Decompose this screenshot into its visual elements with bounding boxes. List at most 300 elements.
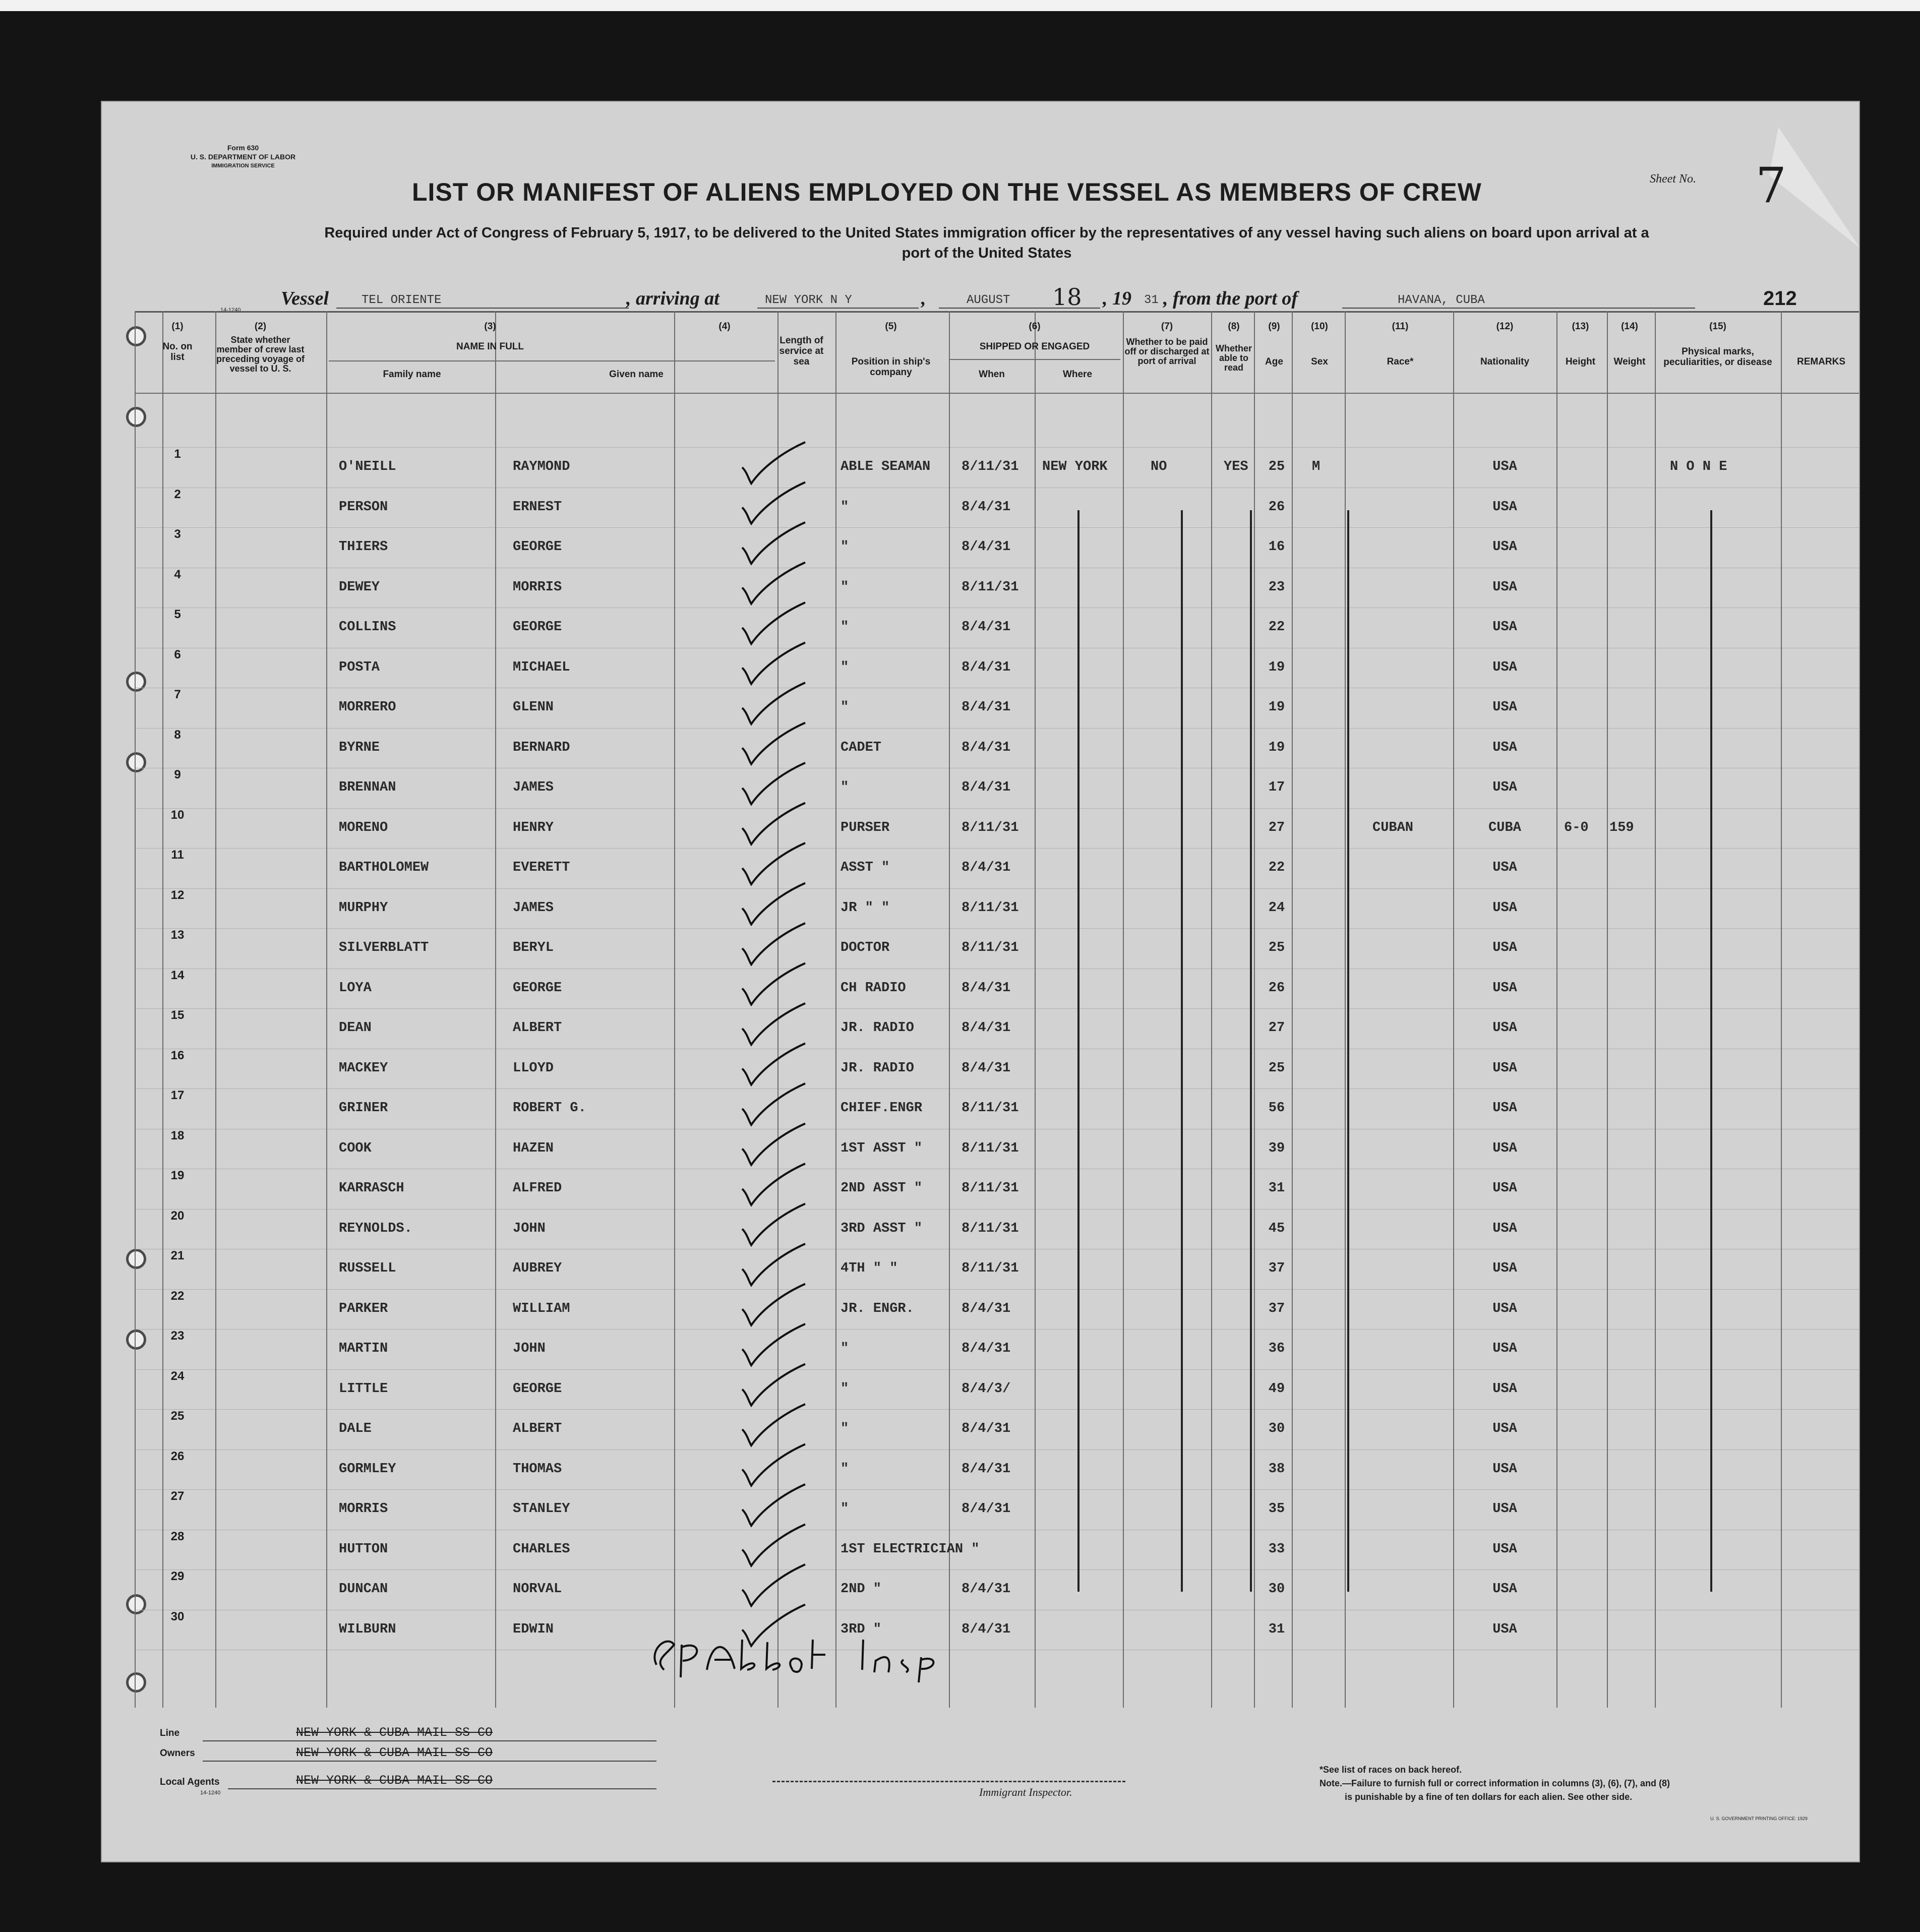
cell-age: 37	[1268, 1261, 1285, 1276]
row-number: 6	[174, 647, 181, 661]
cell-nat: USA	[1492, 780, 1517, 795]
cell-age: 31	[1268, 1621, 1285, 1637]
cell-family: GORMLEY	[339, 1461, 396, 1477]
row-number: 29	[170, 1569, 185, 1583]
cell-nat: USA	[1492, 1181, 1517, 1196]
vessel-label: Vessel	[281, 288, 329, 309]
cell-age: 30	[1268, 1582, 1285, 1597]
printer-note: U. S. GOVERNMENT PRINTING OFFICE: 1929	[1710, 1816, 1808, 1821]
cell-height: 6-0	[1564, 820, 1589, 835]
cell-given: ALBERT	[513, 1020, 562, 1036]
row-number: 18	[170, 1128, 185, 1142]
arrival-day: 18	[1052, 283, 1082, 311]
checkmark	[742, 442, 805, 484]
cell-nat: USA	[1492, 1261, 1517, 1276]
row-number: 5	[174, 608, 181, 621]
row-number: 17	[170, 1089, 185, 1102]
cell-given: WILLIAM	[513, 1301, 570, 1316]
cell-nat: USA	[1492, 539, 1517, 555]
cell-nat: USA	[1492, 700, 1517, 715]
port-label: , from the port of	[1163, 288, 1298, 309]
cell-when: 8/4/31	[962, 980, 1011, 996]
row-number: 21	[170, 1249, 185, 1262]
cell-nat: USA	[1492, 1541, 1517, 1557]
sheet-label: Sheet No.	[1650, 172, 1696, 186]
row-number: 30	[170, 1609, 185, 1623]
col-14-header: Weight	[1613, 356, 1646, 367]
checkmark	[742, 1364, 805, 1406]
col-3-given: Given name	[609, 369, 664, 380]
cell-read: YES	[1224, 459, 1248, 474]
checkmark	[742, 1083, 805, 1125]
cell-nat: USA	[1492, 1461, 1517, 1477]
cell-position: "	[841, 659, 849, 675]
cell-given: EVERETT	[513, 860, 570, 875]
row-number: 1	[174, 447, 181, 461]
cell-when: 8/4/31	[962, 539, 1011, 555]
agents-value: NEW YORK & CUBA MAIL SS CO	[296, 1773, 493, 1788]
cell-position: "	[841, 1381, 849, 1397]
cell-family: THIERS	[339, 539, 388, 555]
cell-age: 56	[1268, 1101, 1285, 1116]
cell-position: "	[841, 539, 849, 555]
cell-given: GLENN	[513, 700, 554, 715]
cell-age: 37	[1268, 1301, 1285, 1316]
col-8-header: Whether able to read	[1216, 343, 1252, 373]
cell-given: ALBERT	[513, 1421, 562, 1436]
cell-nat: USA	[1492, 1221, 1517, 1236]
cell-when: 8/4/31	[962, 499, 1011, 515]
cell-family: HUTTON	[339, 1541, 388, 1557]
cell-position: 4TH " "	[841, 1261, 898, 1276]
cell-age: 25	[1268, 1060, 1285, 1076]
arriving-port: NEW YORK N Y	[765, 293, 852, 307]
cell-family: BYRNE	[339, 740, 380, 755]
small-code: 14-1240	[220, 307, 241, 313]
cell-when: 8/4/31	[962, 1582, 1011, 1597]
row-number: 16	[170, 1048, 185, 1062]
cell-age: 30	[1268, 1421, 1285, 1436]
cell-position: JR. ENGR.	[841, 1301, 914, 1316]
col-11-num: (11)	[1392, 321, 1409, 332]
col-8-num: (8)	[1228, 321, 1240, 332]
row-number: 25	[170, 1409, 185, 1423]
cell-nat: USA	[1492, 620, 1517, 635]
cell-given: CHARLES	[513, 1541, 570, 1557]
subtitle-line-1: Required under Act of Congress of February 5, 1917, to be delivered to the United States immigration officer by the representatives of any vessel having such aliens on board upon arrival at a	[324, 225, 1649, 241]
crew-table	[102, 311, 1859, 1803]
cell-family: REYNOLDS.	[339, 1221, 412, 1236]
owners-label: Owners	[160, 1748, 195, 1759]
cell-family: DEWEY	[339, 579, 380, 595]
subtitle	[180, 223, 1793, 263]
cell-nat: USA	[1492, 1020, 1517, 1036]
row-number: 15	[170, 1008, 185, 1022]
line-value: NEW YORK & CUBA MAIL SS CO	[296, 1725, 493, 1740]
cell-position: "	[841, 579, 849, 595]
cell-when: 8/4/31	[962, 1621, 1011, 1637]
cell-position: JR " "	[841, 900, 890, 916]
col-9-header: Age	[1265, 356, 1283, 367]
cell-when: 8/11/31	[962, 940, 1019, 955]
row-number: 11	[171, 848, 184, 862]
service: IMMIGRATION SERVICE	[211, 163, 275, 169]
checkmark	[742, 923, 805, 964]
cell-when: 8/4/31	[962, 700, 1011, 715]
manifest-sheet	[101, 101, 1860, 1862]
cell-age: 27	[1268, 1020, 1285, 1036]
col-10-num: (10)	[1311, 321, 1328, 332]
cell-nat: USA	[1492, 459, 1517, 474]
checkmark	[742, 1324, 805, 1365]
cell-nat: USA	[1492, 740, 1517, 755]
races-note: *See list of races on back hereof.	[1319, 1765, 1462, 1775]
checkmark	[742, 723, 805, 764]
cell-position: "	[841, 1341, 849, 1356]
arrival-month: AUGUST	[967, 293, 1010, 307]
col-16-header: REMARKS	[1796, 356, 1846, 367]
cell-when: 8/4/31	[962, 1461, 1011, 1477]
cell-sex: M	[1312, 459, 1321, 474]
checkmark	[742, 1484, 805, 1526]
cell-nat: USA	[1492, 860, 1517, 875]
col-6-header: SHIPPED OR ENGAGED	[979, 341, 1090, 352]
sheet-number: 7	[1756, 157, 1787, 214]
cell-given: STANLEY	[513, 1501, 570, 1517]
cell-paid: NO	[1151, 459, 1167, 474]
checkmark	[742, 843, 805, 884]
cell-age: 24	[1268, 900, 1285, 916]
page-number: 212	[1763, 287, 1797, 310]
cell-nat: USA	[1492, 1381, 1517, 1397]
col-11-header: Race*	[1387, 356, 1414, 367]
col-3-num: (3)	[484, 321, 496, 332]
col-2-num: (2)	[254, 321, 267, 332]
cell-position: "	[841, 1461, 849, 1477]
cell-when: 8/11/31	[962, 1140, 1019, 1156]
cell-family: RUSSELL	[339, 1261, 396, 1276]
col-3-family: Family name	[383, 369, 441, 380]
cell-position: ASST "	[841, 860, 890, 875]
cell-family: MORRIS	[339, 1501, 388, 1517]
row-number: 4	[174, 567, 181, 581]
inspector-signature	[646, 1629, 959, 1685]
cell-family: LOYA	[339, 980, 372, 996]
cell-given: MORRIS	[513, 579, 562, 595]
checkmark	[742, 1284, 805, 1325]
cell-when: 8/11/31	[962, 900, 1019, 916]
cell-position: CH RADIO	[841, 980, 906, 996]
inspector-line	[772, 1781, 1125, 1782]
cell-family: MACKEY	[339, 1060, 388, 1076]
fine-note-2: is punishable by a fine of ten dollars for each alien. See other side.	[1345, 1792, 1633, 1802]
checkmark	[742, 1003, 805, 1045]
cell-nat: USA	[1492, 1621, 1517, 1637]
comma-separator: ,	[921, 288, 926, 309]
cell-when: 8/4/3/	[962, 1381, 1011, 1397]
cell-given: ALFRED	[513, 1181, 562, 1196]
row-number: 19	[170, 1169, 185, 1182]
col-3-header: NAME IN FULL	[456, 341, 524, 352]
cell-nat: USA	[1492, 900, 1517, 916]
row-number: 28	[170, 1529, 185, 1543]
cell-given: BERYL	[513, 940, 554, 955]
row-number: 8	[174, 728, 181, 742]
row-number: 23	[170, 1329, 185, 1343]
col-6-when: When	[979, 369, 1005, 380]
cell-given: JAMES	[513, 900, 554, 916]
row-number: 13	[170, 928, 185, 942]
checkmark	[742, 1124, 805, 1165]
cell-age: 26	[1268, 980, 1285, 996]
cell-when: 8/11/31	[962, 579, 1019, 595]
cell-position: 3RD ASST "	[841, 1221, 923, 1236]
cell-nat: USA	[1492, 1582, 1517, 1597]
col-13-num: (13)	[1572, 321, 1589, 332]
cell-when: 8/4/31	[962, 1301, 1011, 1316]
cell-age: 19	[1268, 740, 1285, 755]
cell-position: "	[841, 780, 849, 795]
row-number: 24	[170, 1369, 185, 1383]
cell-given: ROBERT G.	[513, 1101, 586, 1116]
cell-given: JOHN	[513, 1221, 546, 1236]
col-4-num: (4)	[718, 321, 731, 332]
cell-when: 8/4/31	[962, 1501, 1011, 1517]
row-number: 22	[170, 1289, 185, 1303]
col-5-num: (5)	[885, 321, 897, 332]
scan-top-edge	[0, 0, 1920, 11]
cell-given: GEORGE	[513, 980, 562, 996]
row-number: 27	[170, 1489, 185, 1503]
checkmark	[742, 763, 805, 804]
cell-position: 3RD "	[841, 1621, 882, 1637]
cell-family: MORRERO	[339, 700, 396, 715]
cell-position: PURSER	[841, 820, 890, 835]
cell-when: 8/4/31	[962, 740, 1011, 755]
cell-family: MARTIN	[339, 1341, 388, 1356]
form-number: Form 630	[227, 144, 259, 152]
row-number: 12	[170, 888, 185, 902]
cell-nat: CUBA	[1488, 820, 1521, 835]
cell-position: "	[841, 700, 849, 715]
cell-family: WILBURN	[339, 1621, 396, 1637]
cell-given: BERNARD	[513, 740, 570, 755]
cell-age: 27	[1268, 820, 1285, 835]
cell-position: "	[841, 1421, 849, 1436]
col-2-header: State whether member of crew last preceding voyage of vessel to U. S.	[216, 335, 305, 374]
department: U. S. DEPARTMENT OF LABOR	[190, 153, 296, 161]
cell-when: 8/4/31	[962, 780, 1011, 795]
cell-family: MURPHY	[339, 900, 388, 916]
arrival-year: 31	[1144, 293, 1159, 307]
cell-family: LITTLE	[339, 1381, 388, 1397]
checkmark	[742, 1244, 805, 1285]
col-15-header: Physical marks, peculiarities, or disease	[1663, 346, 1772, 368]
cell-weight: 159	[1609, 820, 1634, 835]
checkmark	[742, 602, 805, 644]
cell-age: 39	[1268, 1140, 1285, 1156]
col-12-num: (12)	[1496, 321, 1514, 332]
cell-family: GRINER	[339, 1101, 388, 1116]
row-number: 9	[174, 768, 181, 781]
row-number: 2	[174, 487, 181, 501]
checkmark	[742, 963, 805, 1005]
checkmark	[742, 563, 805, 604]
cell-nat: USA	[1492, 1301, 1517, 1316]
cell-race: CUBAN	[1372, 820, 1414, 835]
checkmark	[742, 1564, 805, 1606]
col-6-where: Where	[1062, 369, 1093, 380]
agents-code: 14-1240	[200, 1790, 221, 1796]
checkmark	[742, 1164, 805, 1205]
cell-nat: USA	[1492, 659, 1517, 675]
inspector-label: Immigrant Inspector.	[979, 1786, 1072, 1798]
cell-age: 17	[1268, 780, 1285, 795]
checkmark	[742, 522, 805, 564]
cell-age: 35	[1268, 1501, 1285, 1517]
cell-when: 8/11/31	[962, 459, 1019, 474]
cell-where: NEW YORK	[1042, 459, 1108, 474]
cell-family: DUNCAN	[339, 1582, 388, 1597]
cell-given: JAMES	[513, 780, 554, 795]
cell-when: 8/11/31	[962, 1221, 1019, 1236]
cell-age: 25	[1268, 459, 1285, 474]
col-15-num: (15)	[1709, 321, 1726, 332]
cell-given: LLOYD	[513, 1060, 554, 1076]
cell-position: 2ND ASST "	[841, 1181, 923, 1196]
checkmark	[742, 482, 805, 524]
cell-position: JR. RADIO	[841, 1020, 914, 1036]
cell-nat: USA	[1492, 1060, 1517, 1076]
cell-age: 38	[1268, 1461, 1285, 1477]
cell-when: 8/11/31	[962, 1181, 1019, 1196]
cell-given: GEORGE	[513, 539, 562, 555]
cell-family: COLLINS	[339, 620, 396, 635]
cell-family: SILVERBLATT	[339, 940, 429, 955]
row-number: 10	[170, 808, 185, 822]
row-number: 7	[174, 688, 181, 701]
cell-when: 8/4/31	[962, 659, 1011, 675]
cell-position: 1ST ELECTRICIAN "	[841, 1541, 980, 1557]
cell-given: HAZEN	[513, 1140, 554, 1156]
cell-given: GEORGE	[513, 620, 562, 635]
checkmark	[742, 883, 805, 925]
cell-nat: USA	[1492, 980, 1517, 996]
checkmark	[742, 1525, 805, 1566]
cell-position: "	[841, 499, 849, 515]
row-number: 3	[174, 527, 181, 541]
checkmark	[742, 1204, 805, 1245]
owners-value: NEW YORK & CUBA MAIL SS CO	[296, 1745, 493, 1760]
cell-nat: USA	[1492, 940, 1517, 955]
arriving-label: , arriving at	[626, 288, 719, 309]
col-1-header: No. on list	[162, 341, 193, 363]
agents-label: Local Agents	[160, 1777, 220, 1787]
cell-nat: USA	[1492, 1341, 1517, 1356]
cell-nat: USA	[1492, 1140, 1517, 1156]
subtitle-line-2: port of the United States	[902, 245, 1072, 261]
cell-family: O'NEILL	[339, 459, 396, 474]
cell-age: 16	[1268, 539, 1285, 555]
checkmark	[742, 1444, 805, 1486]
cell-age: 19	[1268, 659, 1285, 675]
cell-family: BRENNAN	[339, 780, 396, 795]
cell-position: CHIEF.ENGR	[841, 1101, 923, 1116]
cell-age: 49	[1268, 1381, 1285, 1397]
cell-when: 8/11/31	[962, 820, 1019, 835]
cell-age: 36	[1268, 1341, 1285, 1356]
cell-age: 25	[1268, 940, 1285, 955]
year-prefix: , 19	[1103, 288, 1131, 309]
col-4-header: Length of service at sea	[779, 335, 824, 367]
cell-when: 8/4/31	[962, 860, 1011, 875]
cell-nat: USA	[1492, 579, 1517, 595]
checkmark	[742, 683, 805, 724]
col-7-num: (7)	[1161, 321, 1173, 332]
cell-when: 8/11/31	[962, 1101, 1019, 1116]
cell-nat: USA	[1492, 1501, 1517, 1517]
cell-position: CADET	[841, 740, 882, 755]
cell-given: THOMAS	[513, 1461, 562, 1477]
col-1-num: (1)	[171, 321, 184, 332]
fine-note-1: Note.—Failure to furnish full or correct information in columns (3), (6), (7), and (8)	[1319, 1778, 1670, 1788]
col-9-num: (9)	[1268, 321, 1280, 332]
cell-family: POSTA	[339, 659, 380, 675]
col-10-header: Sex	[1311, 356, 1328, 367]
cell-position: 2ND "	[841, 1582, 882, 1597]
col-7-header: Whether to be paid off or discharged at port of arrival	[1124, 337, 1210, 366]
cell-position: 1ST ASST "	[841, 1140, 923, 1156]
cell-age: 22	[1268, 860, 1285, 875]
cell-family: DALE	[339, 1421, 372, 1436]
cell-family: MORENO	[339, 820, 388, 835]
cell-nat: USA	[1492, 1101, 1517, 1116]
cell-age: 19	[1268, 700, 1285, 715]
cell-age: 23	[1268, 579, 1285, 595]
cell-given: GEORGE	[513, 1381, 562, 1397]
checkmark	[742, 1404, 805, 1445]
cell-age: 22	[1268, 620, 1285, 635]
cell-family: COOK	[339, 1140, 372, 1156]
cell-given: JOHN	[513, 1341, 546, 1356]
cell-age: 31	[1268, 1181, 1285, 1196]
row-number: 26	[170, 1449, 185, 1463]
row-number: 14	[170, 968, 185, 982]
cell-given: NORVAL	[513, 1582, 562, 1597]
cell-given: RAYMOND	[513, 459, 570, 474]
cell-given: ERNEST	[513, 499, 562, 515]
cell-when: 8/11/31	[962, 1261, 1019, 1276]
col-14-num: (14)	[1621, 321, 1638, 332]
cell-given: MICHAEL	[513, 659, 570, 675]
departure-port: HAVANA, CUBA	[1398, 293, 1485, 307]
col-13-header: Height	[1565, 356, 1596, 367]
line-label: Line	[160, 1728, 180, 1738]
vessel-name: TEL ORIENTE	[362, 293, 442, 307]
col-6-num: (6)	[1029, 321, 1041, 332]
form-header	[177, 143, 309, 170]
cell-family: KARRASCH	[339, 1181, 404, 1196]
cell-when: 8/4/31	[962, 1060, 1011, 1076]
cell-position: ABLE SEAMAN	[841, 459, 931, 474]
cell-family: PARKER	[339, 1301, 388, 1316]
cell-age: 33	[1268, 1541, 1285, 1557]
cell-age: 45	[1268, 1221, 1285, 1236]
cell-position: JR. RADIO	[841, 1060, 914, 1076]
checkmark	[742, 1044, 805, 1085]
page-title: LIST OR MANIFEST OF ALIENS EMPLOYED ON THE VESSEL AS MEMBERS OF CREW	[412, 178, 1482, 206]
cell-given: HENRY	[513, 820, 554, 835]
